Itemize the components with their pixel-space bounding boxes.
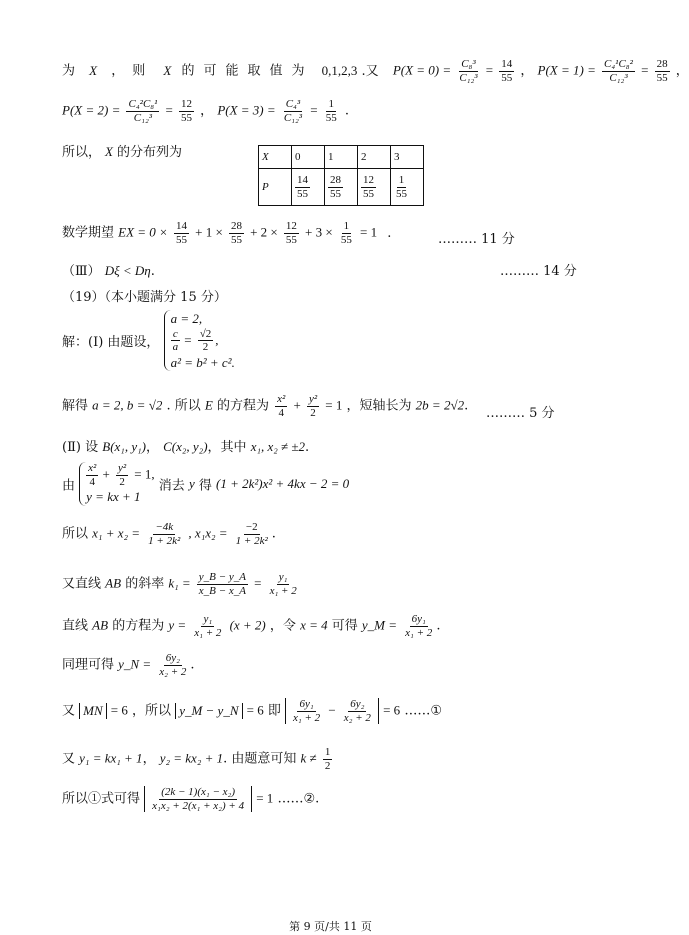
expr: + 1 × [195,224,223,240]
expr: = 6 [383,702,401,718]
expr: k ≠ [300,750,317,766]
fraction: $\frac{1}{2}$ [324,746,331,772]
table-cell: 1 [325,146,358,169]
var: y [188,475,195,491]
fraction: $\frac{\text{y₁}}{\text{x₁ + 2}}$ [194,613,222,639]
expr: = 6 [110,702,128,718]
line-slope [62,571,301,597]
equation: $\frac{c}{a}$ = $\frac{√2}{2}$ , [172,327,219,354]
expr: (1 + 2k²)x² + 4kx − 2 = 0 [216,475,350,491]
text: ， [142,751,156,767]
table-cell: 3 [391,146,424,169]
text: . 所以 [166,398,201,414]
equation-system [79,462,154,506]
equation: a² = b² + c². [170,354,235,370]
equation: $\frac{\text{x²}}{4}$ + $\frac{\text{y²}}{2}$ = 1, [88,462,155,488]
text: ，令 [269,618,296,634]
abs-value: $\frac{\text{(2k − 1)(x₁ − x₂)}}{\text{x₁x₂ + 2(x₁ + x₂) + 4}}$ [144,786,252,812]
comma: ， [675,63,689,79]
expr: y_N = [118,656,152,672]
text: ， [145,440,159,455]
fraction: $\frac{\text{6y₁}}{\text{x₁ + 2}}$ [405,613,433,639]
fraction: $\frac{y\_B - y\_A}{x\_B - x\_A}$ [198,571,246,597]
text: 所以 [62,526,89,542]
text: 得 [198,478,212,494]
text: 又直线 [62,576,102,592]
fraction: $\frac{12}{55}$ [181,98,193,124]
table-cell: $\frac{28}{55}$ [325,169,358,206]
fraction: $\frac{\text{y²}}{2}$ [308,393,318,419]
expr: EX = 0 × [118,224,168,240]
expr: Dξ < Dη [104,263,151,278]
text: 所以①式可得 [62,791,141,807]
text: 又 [62,751,76,767]
table-row [259,169,424,206]
period: . [271,526,276,542]
expr: , x₁x₂ = [188,525,228,541]
text: 的分布列为 [116,145,182,160]
table-row [259,146,424,169]
text: ，所以 [132,703,172,719]
text: (Ⅱ) 设 [62,440,99,455]
fraction: $\frac{-4k}{\text{1 + 2k²}}$ [148,521,181,547]
table-cell: $\frac{12}{55}$ [358,169,391,206]
text: 又 [62,703,76,719]
expr: = 6 [246,702,264,718]
eq: = [641,62,649,78]
equation: y = kx + 1 [86,489,141,505]
expr: = 1 [325,397,343,413]
expr: y_M = [361,617,398,633]
var: X [89,62,98,78]
line-conclusion [62,786,319,812]
period: . [305,440,310,455]
line-probability-x0-x1 [62,58,689,84]
period: . [464,398,469,414]
expr: = 1 [256,790,274,806]
expr: = 1 [359,224,378,240]
expr: x₁, x₂ ≠ ±2 [250,439,306,454]
fraction: $\frac{14}{55}$ [501,58,513,84]
text: 可得 [331,618,358,634]
expr: x₁ + x₂ = [92,525,141,541]
table-cell: X [259,146,292,169]
text: 的可能取值为 [181,63,314,79]
comma: ， [520,63,534,79]
page-footer: 第 9 页/共 11 页 [289,920,372,933]
equation: a = 2, [170,311,203,326]
var: E [204,397,213,413]
text: 直线 [62,618,89,634]
text: .又 [361,63,379,79]
var: AB [105,575,122,591]
fraction: $\frac{28}{55}$ [230,220,242,246]
values: 0,1,2,3 [321,62,358,78]
fraction: $\frac{\text{C₄¹C₈²}}{\text{C₁₂³}}$ [604,58,633,84]
score-marker: ……… 14 分 [500,264,577,279]
period: . [344,103,350,119]
text: （Ⅲ） [62,264,101,279]
line-mn-condition [62,698,442,724]
fraction: $\frac{\text{C₈³}}{\text{C₁₂³}}$ [459,58,478,84]
table-cell: 0 [292,146,325,169]
expr: + 3 × [305,224,333,240]
text: 为 [62,63,76,79]
line-part-3 [62,260,155,279]
equation-marker: ……① [404,703,442,719]
table-cell: $\frac{1}{55}$ [391,169,424,206]
abs-value: MN [79,703,107,719]
table-cell: $\frac{14}{55}$ [292,169,325,206]
var: X [105,144,113,159]
fraction: $\frac{28}{55}$ [656,58,668,84]
line-y-relations [62,746,334,772]
line-probability-x2-x3 [62,98,349,124]
text: 由 [62,478,76,494]
abs-value: $\frac{\text{6y₁}}{\text{x₁ + 2}}$ − $\frac{\text{6y₂}}{\text{x₂ + 2}}$ [285,698,379,724]
score-marker: ……… 11 分 [438,232,515,247]
text: 解：(Ⅰ) 由题设， [62,335,160,351]
var: AB [92,617,109,633]
expr: k₁ = [168,575,191,591]
text: 的方程为 [112,618,165,634]
fraction: $\frac{\text{6y₂}}{\text{x₂ + 2}}$ [159,652,187,678]
period: . [387,225,392,241]
line-yn [62,652,195,678]
line-part-2-setup [62,436,309,455]
fraction: $\frac{\text{x²}}{4}$ [277,393,286,419]
fraction: $\frac{\text{y₁}}{\text{x₁ + 2}}$ [269,571,297,597]
var: X [163,62,172,78]
table-cell: 2 [358,146,391,169]
expr: y₁ = kx₁ + 1 [79,750,143,766]
text: ，短轴长为 [346,398,412,414]
equation-marker: ……②. [277,791,320,807]
text: 数学期望 [62,225,115,241]
fraction: $\frac{12}{55}$ [285,220,297,246]
fraction: $\frac{14}{55}$ [175,220,187,246]
text: 消去 [158,478,185,494]
text: ，其中 [207,440,247,455]
expr: y₂ = kx₂ + 1 [159,750,224,766]
line-expectation [62,220,391,246]
text: ，则 [111,63,154,79]
eq: = [254,575,262,591]
equation-system [164,310,235,371]
expr: 2b = 2√2 [415,397,465,413]
eq: = [310,102,318,118]
expr: x = 4 [300,617,328,633]
distribution-table [258,145,424,206]
expr: B(x₁, y₁) [102,439,146,454]
text: （19）（本小题满分 15 分） [62,290,227,305]
eq: = [485,62,494,78]
text: 解得 [62,398,89,414]
expr: (x + 2) [229,617,266,633]
comma: ， [200,103,214,119]
fraction: $\frac{1}{55}$ [325,98,337,124]
fraction: $\frac{\text{C₄³}}{\text{C₁₂³}}$ [283,98,303,124]
problem-header [62,286,227,305]
expr: C(x₂, y₂) [163,439,208,454]
line-elimination [62,462,349,506]
text: . 由题意可知 [223,751,297,767]
op: + [293,397,301,413]
expr: P(X = 2) = [62,102,121,118]
text: 的斜率 [125,576,165,592]
fraction: $\frac{\text{C₄²C₈¹}}{\text{C₁₂³}}$ [128,98,158,124]
expr: P(X = 3) = [217,102,276,118]
abs-value: y_M − y_N [175,703,242,719]
line-vieta [62,521,276,547]
line-distribution-intro [62,141,182,160]
period: . [150,264,155,279]
expr: P(X = 1) = [537,62,596,78]
eq: = [165,102,173,118]
period: . [436,618,441,634]
expr: a = 2, b = √2 [92,397,163,413]
text: 的方程为 [216,398,269,414]
expr: + 2 × [250,224,278,240]
table-cell: P [259,169,292,206]
expr: P(X = 0) = [392,62,452,78]
text: 同理可得 [62,657,115,673]
line-part-1-system [62,310,235,371]
text: 即 [267,703,281,719]
period: . [190,657,195,673]
fraction: $\frac{-2}{\text{1 + 2k²}}$ [235,521,268,547]
fraction: $\frac{1}{55}$ [340,220,352,246]
line-ellipse-equation [62,393,468,419]
line-ab-equation [62,613,440,639]
expr: y = [168,617,187,633]
score-marker: ……… 5 分 [486,406,555,421]
text: 所以， [62,145,102,160]
